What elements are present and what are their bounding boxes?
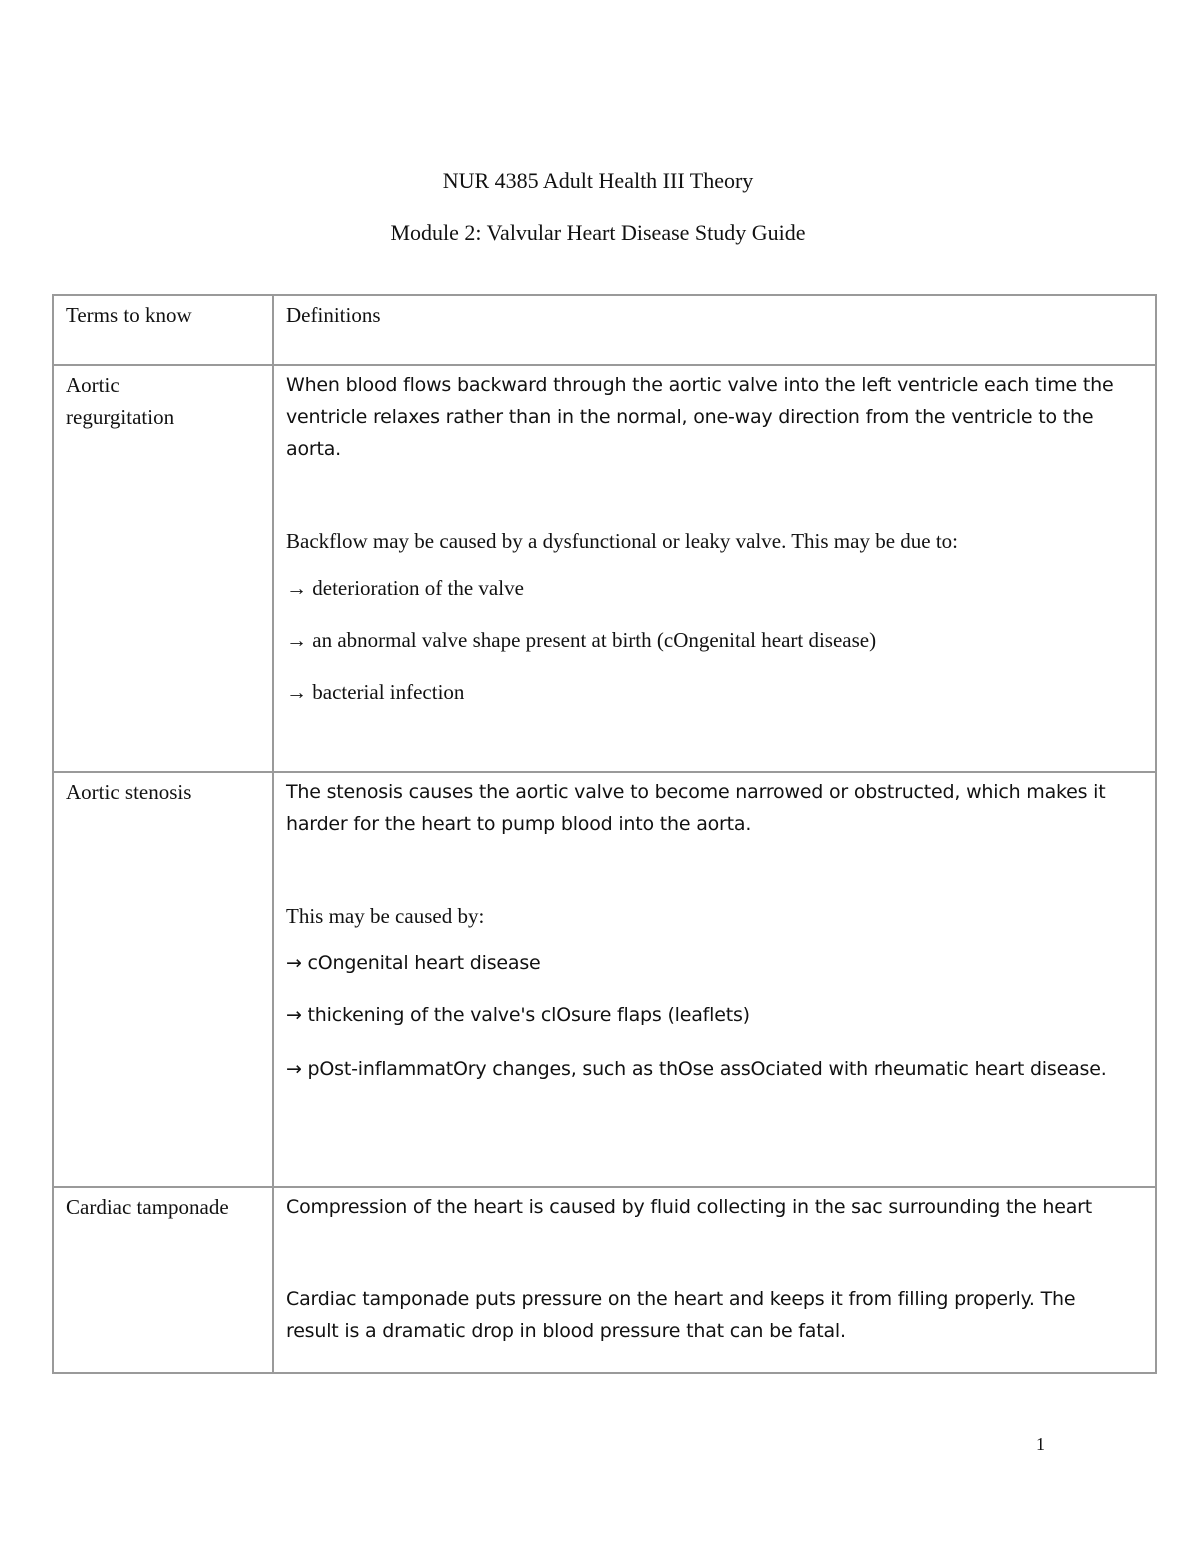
definition-aortic-regurgitation xyxy=(274,366,1155,708)
bullet-item: → deterioration of the valve xyxy=(286,576,524,600)
definition-paragraph: This may be caused by: xyxy=(286,904,485,928)
table-row xyxy=(53,365,1156,772)
bullet-item: → cOngenital heart disease xyxy=(286,952,541,974)
bullet-item: → bacterial infection xyxy=(286,680,465,704)
definition-paragraph: Compression of the heart is caused by fluid collecting in the sac surrounding the heart xyxy=(286,1196,1093,1218)
definition-cell xyxy=(273,772,1156,1187)
definition-paragraph: Backflow may be caused by a dysfunctional or leaky valve. This may be due to: xyxy=(286,529,958,553)
header-cell-term xyxy=(53,295,273,365)
definition-paragraph: The stenosis causes the aortic valve to become narrowed or obstructed, which makes it harder for the heart to pump blood into the aorta. xyxy=(286,781,1106,835)
definition-cell xyxy=(273,365,1156,772)
term-cell xyxy=(53,772,273,1187)
term-aortic-stenosis: Aortic stenosis xyxy=(66,780,192,804)
terms-table xyxy=(52,294,1157,1374)
bullet-item: → pOst-inflammatOry changes, such as thOse assOciated with rheumatic heart disease. xyxy=(286,1058,1107,1080)
term-aortic-regurgitation xyxy=(54,366,272,433)
bullet-item: → thickening of the valve's clOsure flaps (leaflets) xyxy=(286,1004,750,1026)
header-cell-definition xyxy=(273,295,1156,365)
document-title: NUR 4385 Adult Health III Theory xyxy=(442,168,754,193)
table-row xyxy=(53,772,1156,1187)
term-line: Aortic xyxy=(66,373,120,397)
document-subtitle: Module 2: Valvular Heart Disease Study Guide xyxy=(390,220,806,245)
term-cell xyxy=(53,1187,273,1373)
definition-aortic-stenosis xyxy=(274,773,1155,1087)
header-definition-label: Definitions xyxy=(286,303,381,327)
definition-paragraph: Cardiac tamponade puts pressure on the heart and keeps it from filling properly. The result is a dramatic drop in blood pressure that can be fatal. xyxy=(286,1288,1076,1342)
term-cell xyxy=(53,365,273,772)
bullet-item: → an abnormal valve shape present at birth (cOngenital heart disease) xyxy=(286,628,877,652)
definition-paragraph: When blood flows backward through the aortic valve into the left ventricle each time the ventricle relaxes rather than in the normal, one-way direction from the ventricle to the aorta. xyxy=(286,374,1114,460)
definition-cell xyxy=(273,1187,1156,1373)
table-row xyxy=(53,1187,1156,1373)
page-number: 1 xyxy=(1036,1434,1045,1454)
term-line: regurgitation xyxy=(66,405,175,429)
term-cardiac-tamponade: Cardiac tamponade xyxy=(66,1195,229,1219)
definition-cardiac-tamponade xyxy=(274,1188,1155,1347)
table-header-row xyxy=(53,295,1156,365)
header-term-label: Terms to know xyxy=(66,303,192,327)
